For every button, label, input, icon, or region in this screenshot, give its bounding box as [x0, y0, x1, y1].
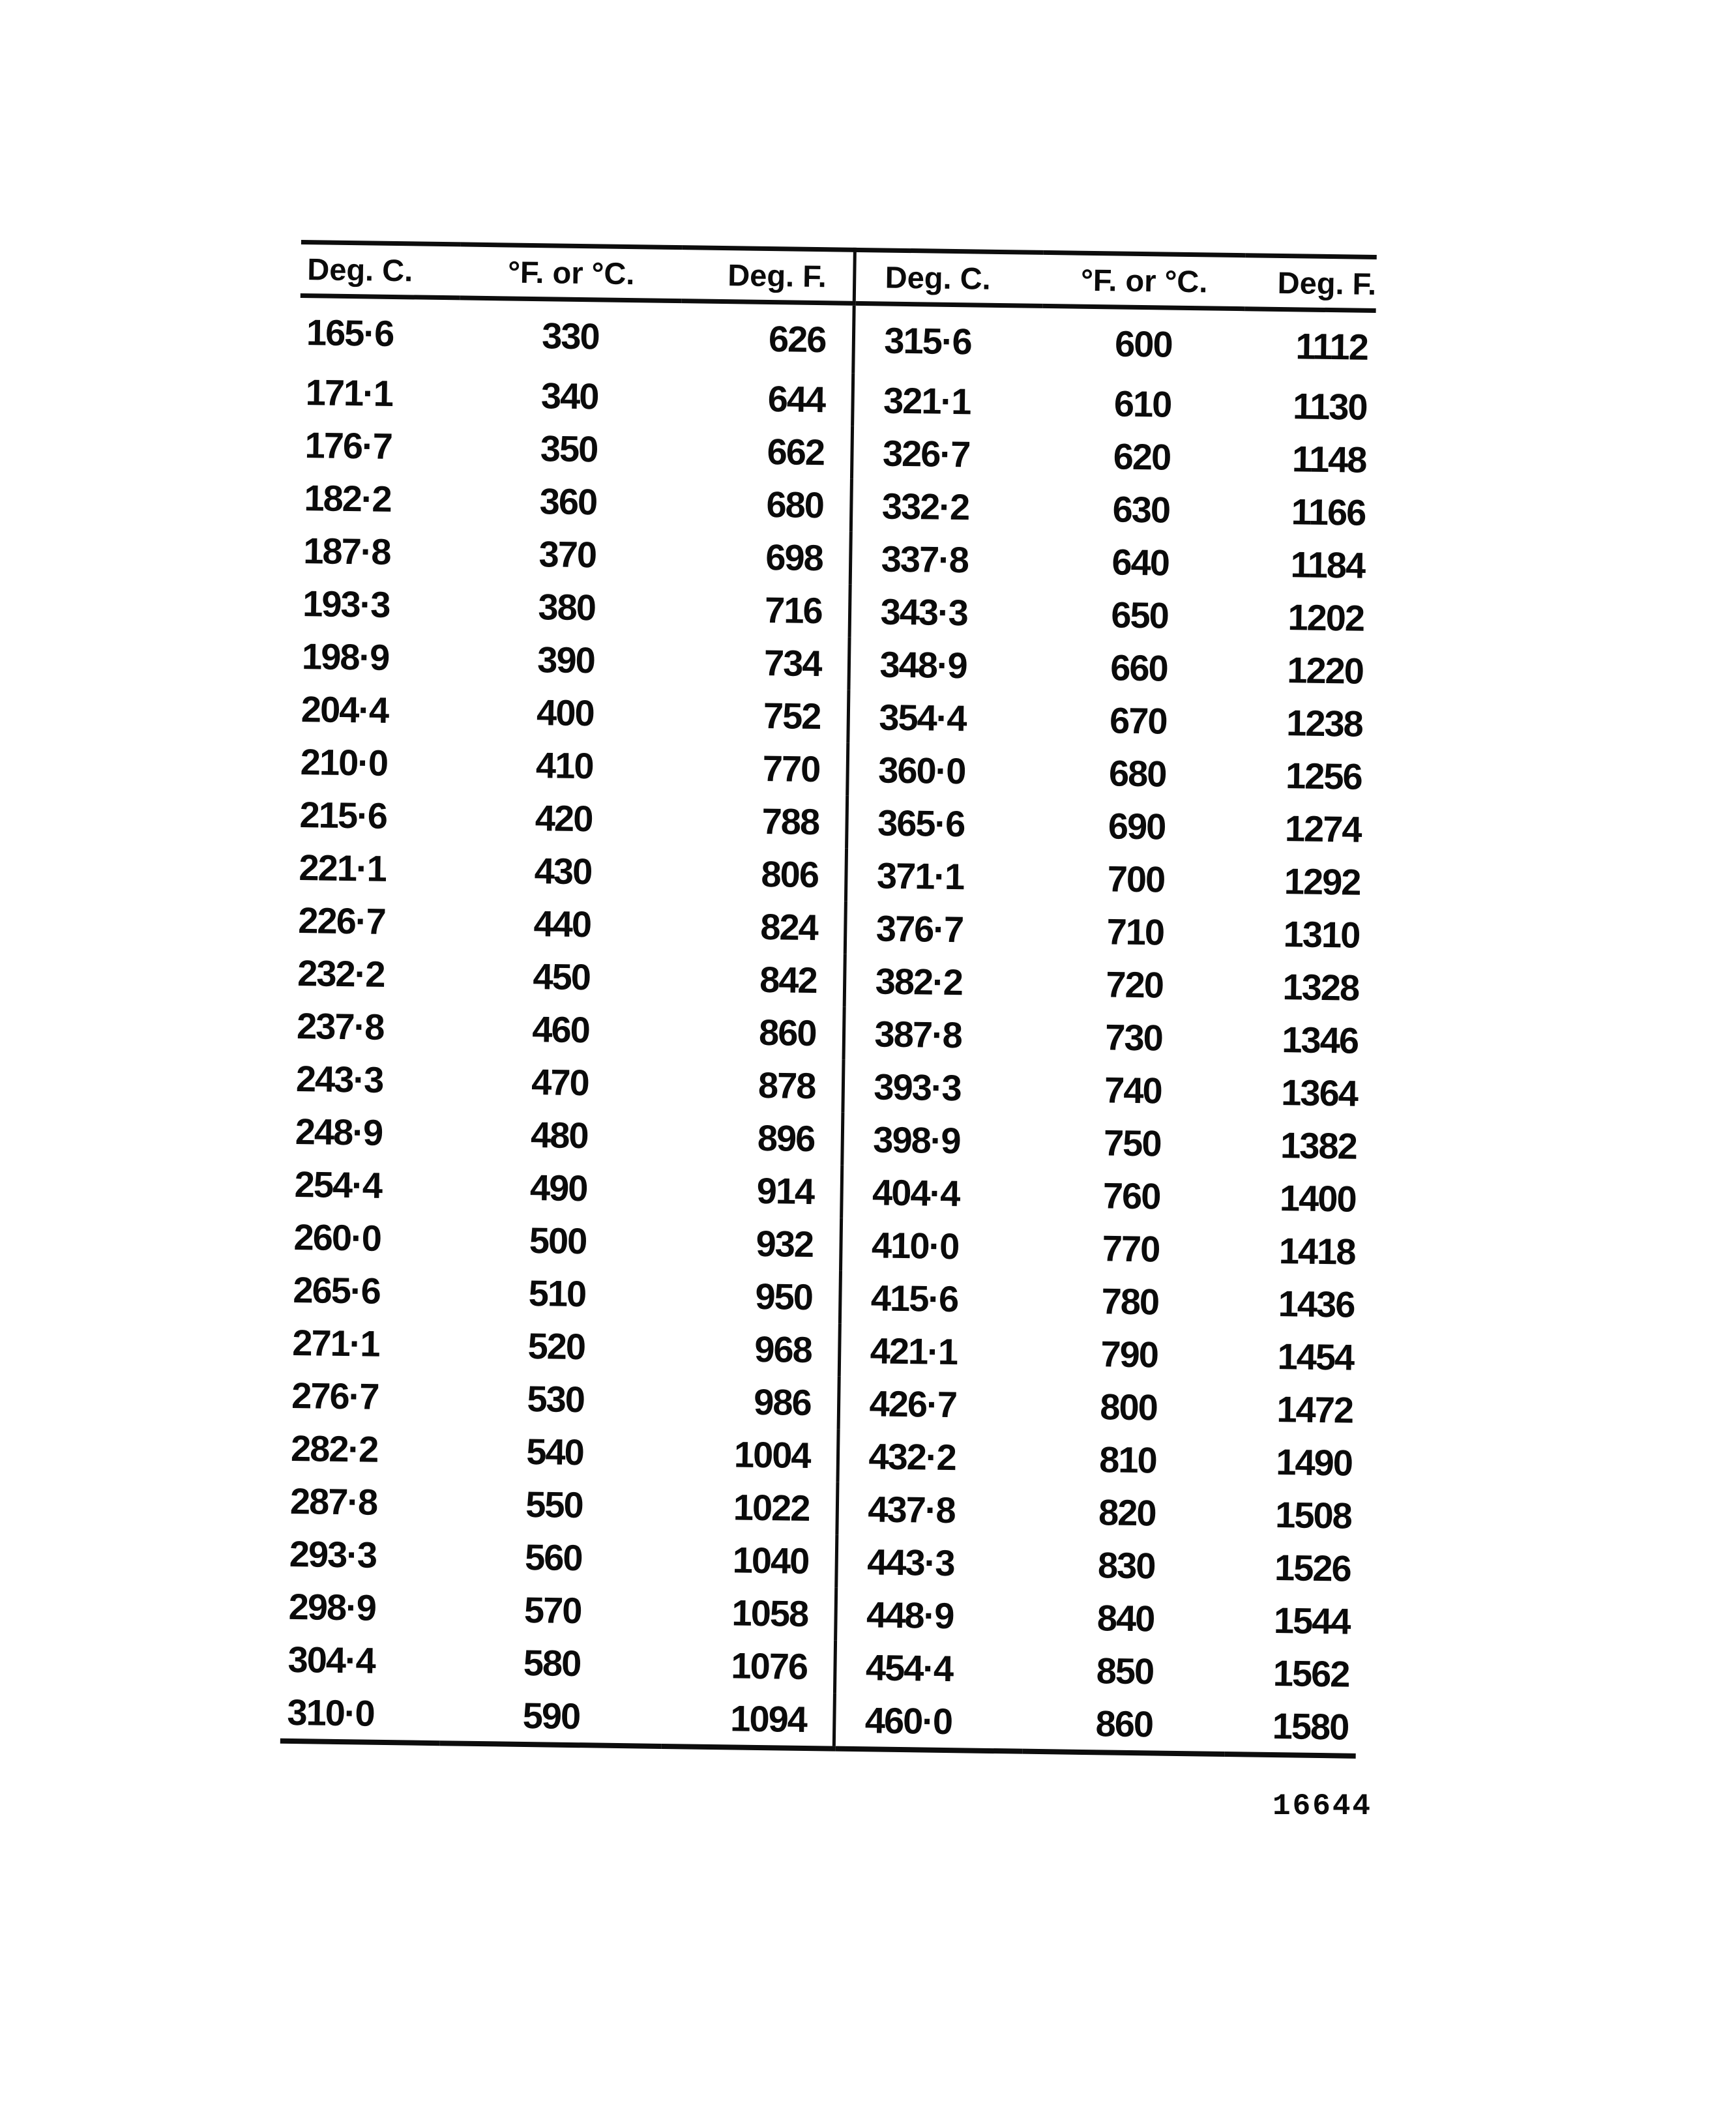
header-deg-f-left: Deg. F.: [682, 248, 855, 304]
table-cell: 968: [754, 1328, 812, 1371]
plate-number: 16644: [1273, 1789, 1373, 1823]
table-cell: 432·2: [837, 1430, 1027, 1485]
table-cell: 490: [529, 1167, 587, 1209]
table-cell: 600: [1114, 322, 1173, 365]
table-cell: 710: [1106, 911, 1164, 953]
table-cell: 800: [1099, 1386, 1158, 1428]
table-cell: 1436: [1278, 1283, 1355, 1325]
table-cell: 215·6: [299, 794, 387, 836]
table-cell: 770: [1102, 1227, 1160, 1270]
table-cell: 1508: [1274, 1494, 1352, 1536]
table-cell: 470: [531, 1061, 589, 1104]
table-cell: 1166: [1291, 491, 1366, 533]
table-cell: 720: [1106, 963, 1164, 1006]
table-cell: 1040: [732, 1539, 809, 1582]
table-cell: 670: [1109, 699, 1167, 742]
table-cell: 810: [1098, 1439, 1157, 1481]
table-cell: 1220: [1286, 649, 1364, 692]
table-cell: 287·8: [289, 1480, 377, 1523]
table-cell: 348·9: [848, 638, 1038, 693]
table-cell: 260·0: [293, 1216, 381, 1259]
table-cell: 806: [761, 853, 819, 896]
table-body: [280, 295, 1376, 1755]
table-cell: 760: [1102, 1175, 1160, 1217]
table-cell: 380: [538, 586, 596, 628]
table-cell: 770: [762, 747, 820, 790]
table-cell: 204·4: [301, 688, 389, 731]
table-cell: 1310: [1283, 913, 1360, 956]
table-cell: 330: [541, 314, 600, 357]
table-cell: 404·4: [841, 1166, 1031, 1221]
table-cell: 820: [1098, 1491, 1156, 1534]
table-cell: 376·7: [845, 902, 1035, 957]
table-cell: 315·6: [853, 303, 1042, 376]
table-cell: 390: [537, 639, 595, 681]
table-cell: 420: [535, 797, 593, 840]
table-cell: 326·7: [851, 426, 1041, 482]
table-cell: 304·4: [287, 1638, 375, 1681]
table-cell: 1364: [1280, 1072, 1358, 1114]
table-cell: 1076: [731, 1645, 808, 1688]
table-cell: 1544: [1273, 1600, 1351, 1642]
table-cell: 276·7: [291, 1374, 379, 1417]
table-cell: 221·1: [299, 847, 387, 889]
table-cell: 540: [525, 1431, 584, 1473]
table-cell: 716: [764, 589, 823, 632]
table-cell: 824: [759, 905, 818, 948]
table-cell: 400: [536, 692, 595, 734]
table-cell: 788: [761, 800, 819, 843]
table-cell: 1454: [1277, 1336, 1354, 1378]
table-cell: 950: [755, 1275, 813, 1318]
table-cell: 640: [1111, 541, 1170, 583]
table-cell: 1148: [1291, 438, 1366, 480]
table-cell: 332·2: [851, 479, 1040, 535]
table-cell: 860: [1023, 1696, 1226, 1754]
table-cell: 210·0: [300, 741, 388, 784]
table-cell: 1094: [662, 1691, 834, 1749]
table-cell: 734: [763, 641, 821, 684]
table-cell: 1472: [1276, 1388, 1353, 1431]
temperature-conversion-table: [280, 240, 1377, 1759]
table-cell: 198·9: [301, 636, 389, 678]
table-cell: 165·6: [306, 311, 394, 354]
table-cell: 360: [539, 480, 597, 523]
table-cell: 171·1: [305, 372, 393, 414]
table-cell: 1526: [1274, 1547, 1351, 1589]
table-cell: 437·8: [836, 1482, 1026, 1538]
table-cell: 237·8: [296, 1005, 384, 1048]
table-cell: 560: [524, 1536, 582, 1579]
table-cell: 932: [756, 1222, 814, 1265]
table-cell: 1382: [1280, 1124, 1357, 1167]
table-cell: 1418: [1278, 1230, 1355, 1272]
table-cell: 254·4: [294, 1164, 382, 1206]
table-cell: 1562: [1273, 1652, 1349, 1695]
table-cell: 243·3: [295, 1058, 383, 1100]
table-cell: 860: [758, 1011, 817, 1054]
table-cell: 660: [1110, 647, 1168, 689]
table-cell: 644: [767, 378, 825, 420]
table-cell: 440: [533, 903, 591, 945]
table-cell: 662: [767, 431, 825, 473]
table-cell: 740: [1104, 1069, 1162, 1111]
table-cell: 193·3: [302, 583, 390, 625]
table-cell: 790: [1100, 1333, 1158, 1375]
table-cell: 750: [1103, 1122, 1161, 1164]
table-cell: 360·0: [847, 743, 1037, 799]
table-cell: 460: [531, 1008, 590, 1051]
table-cell: 500: [529, 1220, 587, 1262]
table-cell: 1022: [733, 1486, 810, 1529]
table-cell: 350: [540, 428, 598, 470]
table-cell: 448·9: [835, 1588, 1025, 1643]
table-cell: 650: [1110, 594, 1169, 636]
table-cell: 443·3: [836, 1535, 1025, 1591]
table-cell: 1112: [1295, 325, 1368, 368]
table-cell: 1580: [1225, 1699, 1357, 1756]
table-cell: 690: [1108, 805, 1166, 847]
table-cell: 1256: [1285, 755, 1362, 797]
table-cell: 896: [757, 1117, 815, 1160]
table-cell: 1184: [1290, 544, 1365, 586]
table-cell: 410: [535, 744, 593, 787]
table-cell: 590: [440, 1688, 662, 1746]
table-cell: 232·2: [297, 952, 385, 995]
table-cell: 421·1: [839, 1324, 1029, 1379]
table-cell: 1328: [1282, 966, 1359, 1008]
table-cell: 1490: [1275, 1441, 1353, 1484]
table-cell: 914: [756, 1169, 814, 1212]
table-cell: 265·6: [293, 1269, 381, 1312]
table-cell: 271·1: [291, 1321, 380, 1364]
table-cell: 393·3: [842, 1060, 1032, 1115]
table-cell: 310·0: [280, 1686, 441, 1743]
table-cell: 1400: [1279, 1177, 1357, 1220]
table-cell: 450: [533, 956, 591, 998]
table-cell: 410·0: [840, 1218, 1030, 1274]
table-cell: 830: [1097, 1544, 1155, 1587]
table-cell: 1202: [1287, 596, 1364, 639]
header-deg-f-right: Deg. F.: [1245, 256, 1377, 311]
table-cell: 580: [523, 1641, 581, 1684]
table-cell: 187·8: [302, 530, 391, 572]
table-cell: 293·3: [289, 1533, 377, 1576]
table-cell: 248·9: [295, 1111, 383, 1153]
table-cell: 842: [759, 958, 817, 1001]
table-cell: 698: [765, 536, 823, 579]
table-cell: 340: [540, 375, 598, 417]
table-cell: 460·0: [834, 1694, 1023, 1752]
table-cell: 752: [763, 694, 821, 737]
table-cell: 354·4: [847, 690, 1037, 746]
table-cell: 1238: [1286, 702, 1363, 744]
table-cell: 398·9: [842, 1113, 1031, 1168]
table-cell: 1274: [1284, 808, 1361, 850]
table-cell: 365·6: [846, 796, 1036, 851]
table-cell: 387·8: [844, 1007, 1033, 1063]
table-cell: 680: [1108, 752, 1166, 795]
table-cell: 176·7: [304, 424, 392, 467]
table-cell: 337·8: [850, 532, 1040, 587]
table-cell: 371·1: [846, 849, 1035, 904]
table-cell: 426·7: [838, 1377, 1028, 1432]
header-deg-c-right: Deg. C.: [854, 250, 1044, 306]
table-cell: 570: [523, 1589, 581, 1632]
table-cell: 620: [1113, 435, 1171, 478]
header-f-or-c-right: °F. or °C.: [1043, 252, 1246, 308]
header-f-or-c-left: °F. or °C.: [460, 244, 683, 301]
table-cell: 630: [1112, 488, 1170, 531]
table-cell: 480: [530, 1114, 589, 1156]
table-cell: 780: [1101, 1280, 1159, 1323]
table-cell: 454·4: [834, 1641, 1024, 1696]
table-cell: 382·2: [844, 954, 1034, 1010]
table-cell: 626: [768, 317, 826, 360]
table-cell: 430: [534, 850, 592, 892]
table-cell: 878: [758, 1064, 816, 1107]
header-deg-c-left: Deg. C.: [301, 242, 461, 297]
table-cell: 298·9: [288, 1585, 376, 1628]
table-cell: 415·6: [840, 1271, 1029, 1327]
table-cell: 182·2: [304, 477, 392, 520]
table-cell: 370: [538, 533, 596, 576]
table-cell: 1058: [731, 1592, 808, 1635]
table-cell: 610: [1113, 383, 1171, 425]
table-cell: 343·3: [849, 585, 1039, 640]
table-cell: 680: [766, 484, 824, 526]
table-cell: 1292: [1284, 860, 1361, 903]
table-cell: 226·7: [297, 900, 386, 942]
table-cell: 986: [753, 1381, 812, 1424]
table-cell: 282·2: [290, 1427, 378, 1470]
table-cell: 510: [528, 1272, 586, 1315]
table-cell: 1346: [1282, 1019, 1359, 1061]
table-cell: 840: [1096, 1597, 1155, 1639]
table-cell: 850: [1096, 1650, 1154, 1692]
table-cell: 1130: [1292, 385, 1368, 428]
table-cell: 1004: [733, 1433, 810, 1476]
table-cell: 520: [527, 1325, 585, 1368]
table-cell: 530: [527, 1378, 585, 1420]
table-cell: 321·1: [852, 374, 1042, 429]
table-cell: 700: [1107, 858, 1165, 900]
table-cell: 550: [525, 1483, 583, 1526]
table-cell: 730: [1104, 1016, 1163, 1059]
